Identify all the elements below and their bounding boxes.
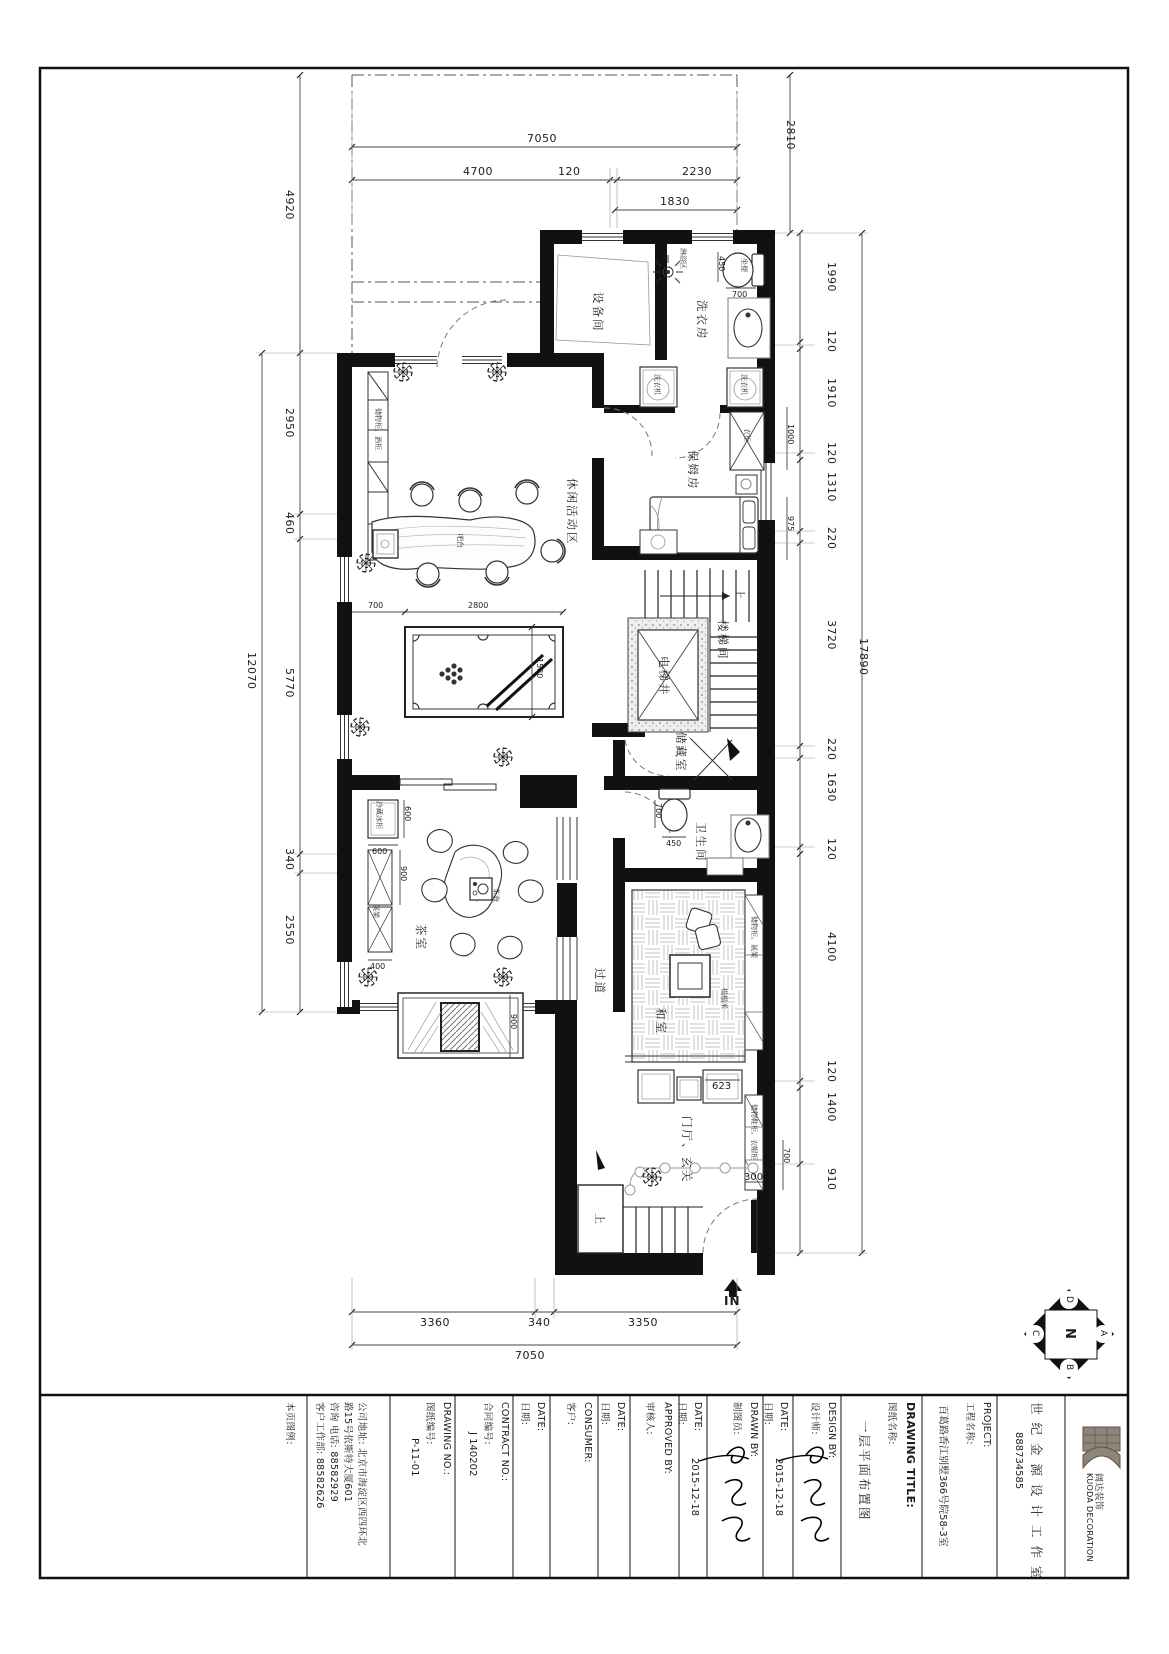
- dim-label: 1990: [825, 262, 838, 292]
- tb-approved-cn: 审核人:: [644, 1402, 655, 1435]
- dim-label: 700: [782, 1148, 791, 1164]
- tb-approved-en: APPROVED BY:: [662, 1402, 673, 1475]
- dim-label: 120: [825, 330, 838, 353]
- tb-date-drawn: 2015-12-18: [689, 1458, 700, 1517]
- dim-label: 900: [509, 1014, 518, 1030]
- tb-design-cn: 设计师:: [809, 1402, 820, 1435]
- tb-contract-en: CONTRACT NO.:: [499, 1402, 510, 1482]
- dim-label: 4100: [825, 932, 838, 962]
- dim-label: 120: [825, 1060, 838, 1083]
- tb-date-en-4: DATE:: [778, 1402, 789, 1432]
- dim-label: 120: [825, 838, 838, 861]
- dim-label: 17890: [857, 638, 870, 676]
- label-rack: 展架: [372, 904, 380, 918]
- tb-project-cn: 工程名称:: [964, 1402, 975, 1445]
- tatami-room: [625, 890, 763, 1062]
- bar-counter: [372, 516, 535, 569]
- tb-drawing-no: P-11-01: [409, 1438, 420, 1477]
- compass-letter-b: B: [1064, 1364, 1074, 1371]
- dim-label: 450: [666, 839, 682, 848]
- room-label-stairwell: 楼梯间: [716, 620, 730, 661]
- compass-letter-c: C: [1030, 1330, 1040, 1337]
- room-label-leisure: 休闲活动区: [565, 478, 579, 546]
- sheet-frame: [40, 68, 1128, 1581]
- compass-letter-a: A: [1098, 1330, 1108, 1337]
- label-tea-sea: 茶海: [492, 888, 500, 902]
- dim-label: 700: [732, 290, 748, 299]
- dim-label: 7050: [515, 1349, 545, 1362]
- storage-door-lines: [690, 738, 732, 780]
- dim-label: 3350: [628, 1316, 658, 1329]
- tb-date-cn-1: 日期:: [519, 1402, 530, 1426]
- tb-drawn-cn: 制图员:: [731, 1402, 742, 1435]
- dim-label: 1400: [825, 1092, 838, 1122]
- dim-label: 700: [368, 601, 384, 610]
- dim-label: 1910: [825, 378, 838, 408]
- nightstand: [736, 475, 757, 494]
- compass-north-label: N: [1062, 1328, 1077, 1340]
- bath-cabinet: [707, 858, 743, 875]
- tb-address-2: 路15号依斯特大厦601: [342, 1402, 353, 1503]
- label-tatami: 榻榻米: [720, 988, 728, 1009]
- label-up-stair: 上: [733, 588, 746, 600]
- tb-drawing-title: 一层平面布置图: [857, 1420, 872, 1522]
- nanny-dresser: [640, 530, 677, 554]
- dim-label: 300: [744, 1172, 764, 1183]
- dim-label: 4700: [463, 165, 493, 178]
- daybed: [398, 993, 523, 1058]
- compass-letter-d: D: [1064, 1296, 1074, 1303]
- dim-label: 220: [825, 527, 838, 550]
- dim-label: 2550: [283, 915, 296, 945]
- dim-label: 1000: [786, 424, 795, 445]
- label-shower-zone: 淋浴区: [679, 248, 687, 269]
- tb-studio-name: 世 纪 金 源 设 计 工 作 室: [1029, 1402, 1044, 1581]
- room-label-storage: 储藏室: [674, 732, 688, 773]
- dim-label: 3360: [420, 1316, 450, 1329]
- tb-date-design: 2015-12-18: [773, 1458, 784, 1517]
- dim-label: 623: [712, 1081, 732, 1092]
- dim-label: 2800: [468, 601, 489, 610]
- tb-drawing-no-en: DRAWING NO.:: [441, 1402, 452, 1476]
- dim-label: 340: [528, 1316, 551, 1329]
- tb-consumer-en: CONSUMER:: [582, 1402, 593, 1463]
- label-washer-1: 洗衣机: [653, 374, 661, 395]
- label-toilet: 坐便: [740, 258, 748, 272]
- leader-arrow: [596, 1150, 605, 1170]
- tb-drawn-en: DRAWN BY:: [748, 1402, 759, 1458]
- tb-brand-en: KUODA DECORATION: [1085, 1473, 1094, 1562]
- tb-legend: 本页图例:: [284, 1402, 295, 1445]
- dim-label: 340: [283, 848, 296, 871]
- label-cabinet-rack: 储物柜、展架: [750, 916, 758, 958]
- label-wardrobe: 衣柜: [743, 428, 751, 442]
- dim-label: 450: [717, 256, 726, 272]
- dim-label: 2950: [283, 408, 296, 438]
- tb-date-en-1: DATE:: [535, 1402, 546, 1432]
- label-up-foyer: 上: [593, 1213, 606, 1225]
- bath-sink: [731, 815, 769, 858]
- laundry-sink: [728, 298, 770, 358]
- tb-date-en-2: DATE:: [615, 1402, 626, 1432]
- dim-label: 1630: [825, 772, 838, 802]
- display-racks: [368, 850, 392, 952]
- tb-project-en: PROJECT:: [981, 1402, 992, 1448]
- dim-label: 5770: [283, 668, 296, 698]
- dim-label: 120: [825, 442, 838, 465]
- label-shoe-cabinet: 储物鞋柜、衣帽柜: [750, 1104, 758, 1160]
- tb-date-cn-3: 日期:: [676, 1402, 687, 1426]
- dim-label: 1310: [825, 472, 838, 502]
- label-fridge: 冷藏冰柜: [375, 801, 383, 829]
- tb-address-3: 咨询 电话: 88582929: [328, 1402, 339, 1503]
- tea-table-rock: [444, 845, 501, 917]
- dim-label: 120: [558, 165, 581, 178]
- section-arrow: [727, 738, 740, 761]
- room-label-corridor: 过道: [593, 968, 607, 995]
- dim-label: 4920: [283, 190, 296, 220]
- room-label-nanny: 保姆房: [686, 450, 700, 491]
- room-label-tatami-room: 和室: [654, 1008, 668, 1035]
- dim-label: 975: [786, 516, 795, 532]
- dim-label: 12070: [245, 652, 258, 690]
- dim-label: 2230: [682, 165, 712, 178]
- dim-label: 1580: [535, 658, 544, 679]
- dim-label: 2810: [784, 120, 797, 150]
- tb-contract: J 140202: [467, 1432, 478, 1477]
- dim-label: 460: [283, 512, 296, 535]
- dim-label: 400: [370, 962, 386, 971]
- tb-title-cn: 图纸名称:: [886, 1402, 897, 1445]
- room-label-equipment: 设备间: [591, 292, 605, 333]
- tb-address-4: 客户工作部: 88582626: [314, 1402, 325, 1509]
- dim-label: 7050: [527, 132, 557, 145]
- tb-brand-cn: 阔达装饰: [1093, 1473, 1103, 1511]
- label-wine-cabinet: 储物柜、酒柜: [374, 408, 382, 450]
- tb-project-name: 百葛路香江别墅366号院58-3室: [937, 1405, 948, 1547]
- tb-date-cn-2: 日期:: [599, 1402, 610, 1426]
- tb-contract-cn: 合同编号:: [482, 1402, 493, 1445]
- tb-studio-tel: 888734585: [1013, 1432, 1024, 1490]
- room-label-tea: 茶室: [414, 924, 428, 951]
- tb-date-cn-4: 日期:: [762, 1402, 773, 1426]
- sliding-door: [400, 779, 496, 790]
- label-entry-in: IN: [724, 1294, 741, 1308]
- tb-consumer-cn: 客户:: [565, 1402, 576, 1426]
- tb-title-en: DRAWING TITLE:: [904, 1402, 917, 1509]
- room-label-laundry: 洗衣房: [695, 300, 709, 341]
- label-bar: 吧台: [456, 534, 464, 548]
- room-label-bath: 卫生间: [694, 822, 708, 863]
- kuoda-logo: [1083, 1427, 1120, 1468]
- dim-label: 910: [825, 1168, 838, 1191]
- dim-label: 700: [654, 803, 663, 819]
- dim-label: 900: [399, 866, 408, 882]
- room-label-elevator: 电梯井: [657, 656, 671, 697]
- dim-label: 600: [372, 847, 388, 856]
- dim-label: 3720: [825, 620, 838, 650]
- designer-signature: [778, 1447, 829, 1541]
- tb-design-en: DESIGN BY:: [826, 1402, 837, 1459]
- label-washer-2: 洗衣机: [740, 374, 748, 395]
- room-label-foyer: 门厅、玄关: [680, 1116, 694, 1184]
- tb-date-en-3: DATE:: [692, 1402, 703, 1432]
- dim-label: 1830: [660, 195, 690, 208]
- tb-drawing-no-cn: 图纸编号:: [424, 1402, 435, 1445]
- bath-toilet: [659, 789, 690, 831]
- dim-label: 600: [403, 806, 412, 822]
- walls: [337, 230, 775, 1275]
- tb-address-1: 公司地址: 北京市海淀区西四环北: [356, 1402, 367, 1547]
- dim-label: 220: [825, 738, 838, 761]
